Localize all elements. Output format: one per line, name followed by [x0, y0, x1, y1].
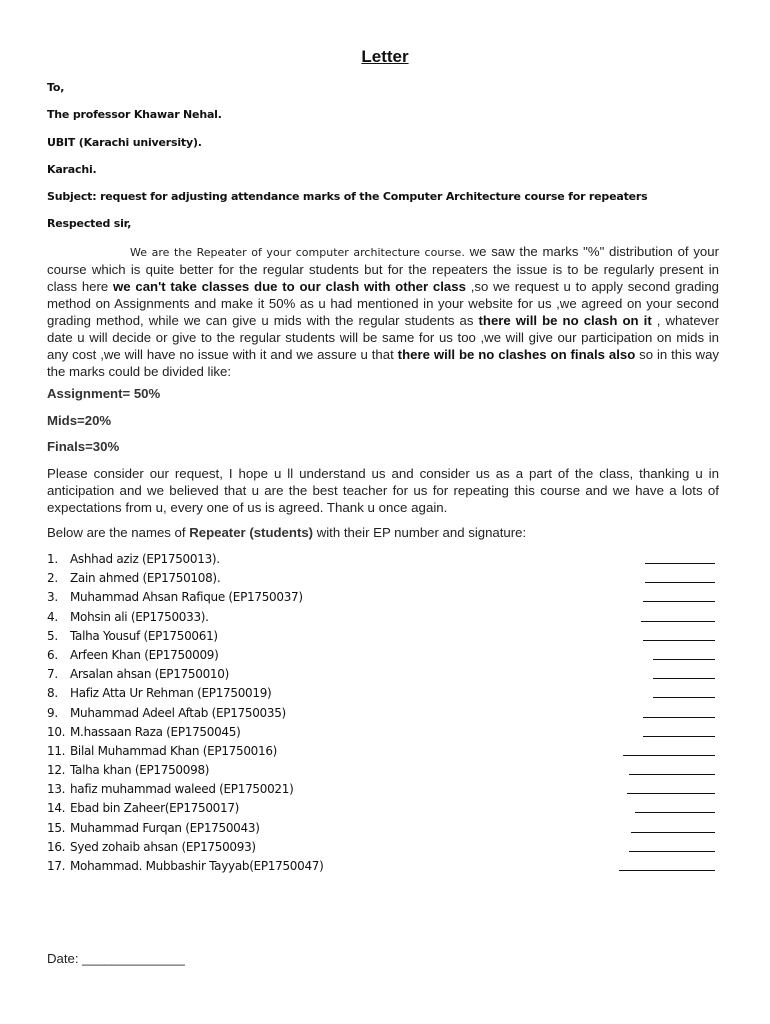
signature-line — [645, 582, 715, 583]
student-number: 4. — [47, 609, 58, 624]
student-row — [47, 706, 727, 725]
student-number: 13. — [47, 782, 66, 797]
signature-line — [629, 851, 715, 852]
student-row — [47, 667, 727, 686]
student-name: hafiz muhammad waleed (EP1750021) — [70, 782, 294, 797]
student-row — [47, 744, 727, 763]
student-row — [47, 648, 727, 667]
recipient-city: Karachi. — [47, 163, 97, 176]
student-number: 14. — [47, 801, 66, 816]
subject-line: Subject: request for adjusting attendance marks of the Computer Architecture course for repeaters — [47, 190, 648, 203]
para-text: so in this way the marks could be divided like: — [47, 347, 720, 379]
signature-line — [653, 678, 715, 679]
student-name: Ebad bin Zaheer(EP1750017) — [70, 801, 240, 816]
salutation-to: To, — [47, 81, 65, 94]
para-text: we saw the marks "%" distribution of your course which is quite better for the regular students but for the repeaters the issue is to be regularly present in class here — [47, 244, 719, 294]
student-name: Talha khan (EP1750098) — [70, 763, 210, 778]
para-bold: there will be no clashes on finals also — [397, 347, 636, 362]
student-name: Zain ahmed (EP1750108). — [70, 571, 221, 586]
student-number: 10. — [47, 724, 66, 739]
student-row — [47, 686, 727, 705]
student-name: Mohsin ali (EP1750033). — [70, 609, 209, 624]
student-row — [47, 571, 727, 590]
marks-mids: Mids=20% — [47, 413, 112, 428]
greeting: Respected sir, — [47, 217, 132, 230]
student-row — [47, 782, 727, 801]
signature-line — [643, 640, 715, 641]
student-name: M.hassaan Raza (EP1750045) — [70, 724, 241, 739]
student-name: Muhammad Ahsan Rafique (EP1750037) — [70, 590, 303, 605]
recipient-org: UBIT (Karachi university). — [47, 136, 202, 149]
signature-line — [629, 774, 715, 775]
student-number: 6. — [47, 647, 58, 662]
student-number: 7. — [47, 667, 58, 682]
body-paragraph-request — [47, 243, 719, 380]
para-text: ,so we request u to apply second grading method on Assignments and make it 50% as u had mentioned in your website for us ,we agreed on your second grading method, while we can give u mids with the regular students as — [47, 279, 719, 328]
student-number: 8. — [47, 686, 58, 701]
signature-line — [645, 563, 715, 564]
intro-text: Below are the names of — [47, 525, 190, 540]
signature-line — [643, 736, 715, 737]
student-number: 11. — [47, 743, 66, 758]
signature-line — [619, 870, 715, 871]
student-number: 17. — [47, 859, 66, 873]
student-name: Mohammad. Mubbashir Tayyab(EP1750047) — [70, 859, 324, 873]
signature-line — [631, 832, 715, 833]
intro-text: with their EP number and signature: — [313, 525, 527, 540]
student-row — [47, 590, 727, 609]
para-text: , whatever date u will decide or give to the regular students will be same for us too ,we will give our participation on mids in any cost ,we will have no issue with it and we assure u that — [47, 313, 719, 362]
names-intro — [47, 524, 719, 541]
marks-assignment: Assignment= 50% — [47, 386, 161, 401]
student-number: 16. — [47, 839, 66, 854]
student-name: Syed zohaib ahsan (EP1750093) — [70, 839, 256, 854]
marks-finals: Finals=30% — [47, 439, 120, 454]
body-paragraph-thanks: Please consider our request, I hope u ll understand us and consider us as a part of the class, thanking u in anticipation and we believed that u are the best teacher for us for repeating this course and we have a lots of expectations from u, every one of us is agreed. Thank u once again. — [47, 466, 719, 515]
signature-line — [641, 621, 715, 622]
signature-line — [653, 697, 715, 698]
student-row — [47, 821, 727, 840]
student-name: Talha Yousuf (EP1750061) — [70, 628, 218, 643]
letter-title: Letter — [361, 47, 409, 66]
student-number: 15. — [47, 820, 66, 835]
student-row — [47, 859, 727, 878]
signature-line — [635, 812, 715, 813]
para-lead: We are the Repeater of your computer architecture course. — [130, 246, 465, 259]
student-name: Hafiz Atta Ur Rehman (EP1750019) — [70, 686, 272, 701]
para-bold: there will be no clash on it — [478, 313, 652, 328]
student-number: 3. — [47, 590, 58, 605]
student-name: Ashhad aziz (EP1750013). — [70, 552, 220, 566]
intro-bold: Repeater (students) — [189, 525, 314, 540]
student-row — [47, 840, 727, 859]
student-number: 2. — [47, 571, 58, 586]
signature-line — [623, 755, 715, 756]
signature-line — [643, 601, 715, 602]
student-row — [47, 629, 727, 648]
student-row — [47, 610, 727, 629]
recipient-name: The professor Khawar Nehal. — [47, 108, 222, 121]
signature-line — [653, 659, 715, 660]
signature-line — [643, 717, 715, 718]
student-number: 9. — [47, 705, 58, 720]
signature-line — [627, 793, 715, 794]
student-row — [47, 763, 727, 782]
para-bold: we can't take classes due to our clash with other class — [113, 279, 466, 294]
student-list — [47, 552, 727, 878]
student-number: 5. — [47, 628, 58, 643]
student-name: Arfeen Khan (EP1750009) — [70, 647, 219, 662]
student-row — [47, 552, 727, 571]
student-name: Bilal Muhammad Khan (EP1750016) — [70, 743, 278, 758]
student-row — [47, 725, 727, 744]
student-name: Arsalan ahsan (EP1750010) — [70, 667, 229, 682]
student-number: 12. — [47, 763, 66, 778]
date-field: Date: ______________ — [47, 951, 185, 966]
student-number: 1. — [47, 552, 58, 566]
student-row — [47, 801, 727, 820]
student-name: Muhammad Adeel Aftab (EP1750035) — [70, 705, 286, 720]
student-name: Muhammad Furqan (EP1750043) — [70, 820, 260, 835]
